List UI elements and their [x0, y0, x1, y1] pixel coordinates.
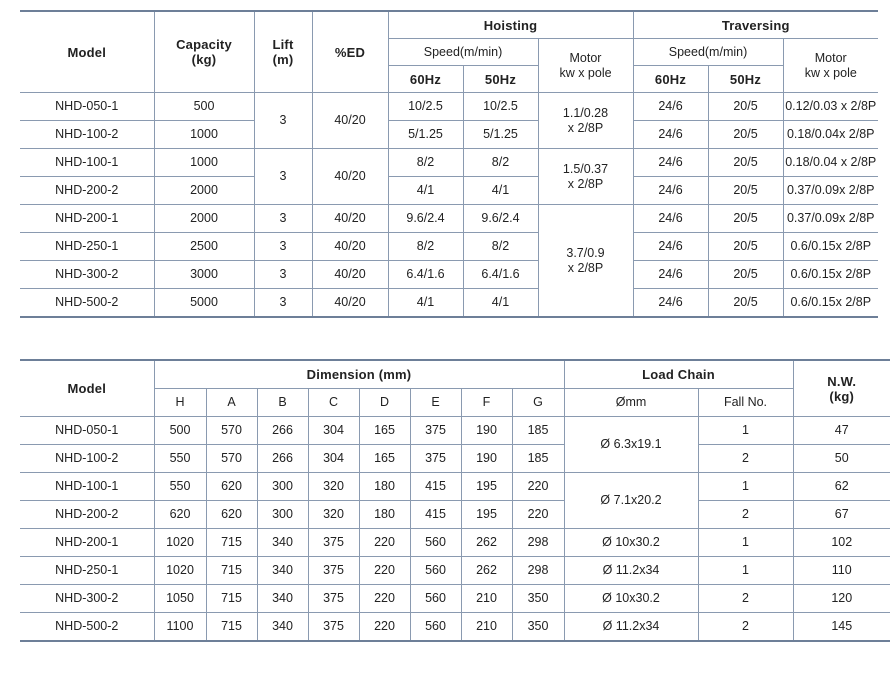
header-dim-h: H: [154, 389, 206, 417]
table-row: [20, 205, 878, 233]
cell-hoist-60hz: 6.4/1.6: [388, 261, 463, 289]
cell-model: NHD-500-2: [20, 289, 154, 318]
cell-hoist-60hz: 5/1.25: [388, 121, 463, 149]
cell-hoist-motor: 1.5/0.37 x 2/8P: [538, 149, 633, 205]
cell-dim-f: 210: [461, 613, 512, 642]
cell-hoist-60hz: 8/2: [388, 149, 463, 177]
cell-nw: 62: [793, 473, 890, 501]
cell-lift: 3: [254, 205, 312, 233]
cell-trav-60hz: 24/6: [633, 93, 708, 121]
cell-dim-a: 715: [206, 585, 257, 613]
cell-dim-b: 340: [257, 557, 308, 585]
cell-model: NHD-100-1: [20, 473, 154, 501]
cell-dim-g: 350: [512, 585, 564, 613]
cell-chain-diameter: Ø 11.2x34: [564, 613, 698, 642]
cell-ed: 40/20: [312, 233, 388, 261]
hoist-spec-table: [20, 10, 878, 318]
cell-dim-a: 570: [206, 445, 257, 473]
cell-dim-g: 350: [512, 613, 564, 642]
cell-dim-g: 185: [512, 445, 564, 473]
cell-hoist-50hz: 5/1.25: [463, 121, 538, 149]
cell-trav-50hz: 20/5: [708, 93, 783, 121]
cell-dim-f: 262: [461, 529, 512, 557]
header-dim-b: B: [257, 389, 308, 417]
table-row: [20, 417, 890, 445]
cell-nw: 120: [793, 585, 890, 613]
cell-hoist-50hz: 4/1: [463, 289, 538, 318]
table-row: [20, 261, 878, 289]
cell-lift: 3: [254, 233, 312, 261]
cell-dim-d: 220: [359, 529, 410, 557]
cell-chain-diameter: Ø 10x30.2: [564, 529, 698, 557]
cell-fall-no: 1: [698, 473, 793, 501]
table-row: [20, 233, 878, 261]
header-dim-e: E: [410, 389, 461, 417]
header-dim-f: F: [461, 389, 512, 417]
cell-dim-g: 220: [512, 501, 564, 529]
cell-hoist-60hz: 4/1: [388, 177, 463, 205]
cell-dim-c: 304: [308, 445, 359, 473]
table-row: [20, 445, 890, 473]
cell-trav-60hz: 24/6: [633, 121, 708, 149]
cell-trav-60hz: 24/6: [633, 261, 708, 289]
cell-lift: 3: [254, 261, 312, 289]
header-trav-motor: Motor kw x pole: [783, 39, 878, 93]
header-dimension: Dimension (mm): [154, 360, 564, 389]
cell-hoist-50hz: 4/1: [463, 177, 538, 205]
cell-chain-diameter: Ø 11.2x34: [564, 557, 698, 585]
cell-model: NHD-500-2: [20, 613, 154, 642]
cell-dim-d: 220: [359, 557, 410, 585]
header-diameter: Ømm: [564, 389, 698, 417]
cell-dim-e: 415: [410, 501, 461, 529]
table-row: [20, 289, 878, 318]
cell-dim-e: 560: [410, 557, 461, 585]
header-model: Model: [20, 360, 154, 417]
cell-dim-g: 220: [512, 473, 564, 501]
cell-hoist-motor: 3.7/0.9 x 2/8P: [538, 205, 633, 318]
cell-lift: 3: [254, 289, 312, 318]
cell-dim-g: 185: [512, 417, 564, 445]
cell-ed: 40/20: [312, 289, 388, 318]
cell-nw: 102: [793, 529, 890, 557]
cell-trav-50hz: 20/5: [708, 233, 783, 261]
header-ed: %ED: [312, 11, 388, 93]
header-trav-60hz: 60Hz: [633, 66, 708, 93]
cell-trav-50hz: 20/5: [708, 177, 783, 205]
cell-dim-e: 415: [410, 473, 461, 501]
cell-model: NHD-300-2: [20, 585, 154, 613]
cell-dim-f: 195: [461, 473, 512, 501]
cell-dim-b: 340: [257, 613, 308, 642]
header-hoisting: Hoisting: [388, 11, 633, 39]
cell-ed: 40/20: [312, 149, 388, 205]
header-hoist-50hz: 50Hz: [463, 66, 538, 93]
table-row: [20, 529, 890, 557]
cell-hoist-50hz: 8/2: [463, 149, 538, 177]
cell-trav-motor: 0.37/0.09x 2/8P: [783, 205, 878, 233]
cell-dim-a: 715: [206, 557, 257, 585]
cell-nw: 145: [793, 613, 890, 642]
cell-dim-h: 1020: [154, 557, 206, 585]
cell-lift: 3: [254, 149, 312, 205]
cell-ed: 40/20: [312, 261, 388, 289]
header-hoist-motor: Motor kw x pole: [538, 39, 633, 93]
cell-model: NHD-100-2: [20, 445, 154, 473]
cell-trav-50hz: 20/5: [708, 289, 783, 318]
table-row: [20, 473, 890, 501]
cell-chain-diameter: Ø 6.3x19.1: [564, 417, 698, 473]
header-trav-speed: Speed(m/min): [633, 39, 783, 66]
cell-model: NHD-050-1: [20, 417, 154, 445]
cell-hoist-60hz: 9.6/2.4: [388, 205, 463, 233]
cell-capacity: 2000: [154, 205, 254, 233]
cell-dim-c: 375: [308, 557, 359, 585]
table-row: [20, 501, 890, 529]
cell-dim-b: 300: [257, 501, 308, 529]
cell-dim-d: 180: [359, 501, 410, 529]
cell-trav-60hz: 24/6: [633, 177, 708, 205]
cell-dim-a: 570: [206, 417, 257, 445]
table-row: [20, 557, 890, 585]
cell-model: NHD-050-1: [20, 93, 154, 121]
cell-dim-d: 180: [359, 473, 410, 501]
cell-dim-c: 304: [308, 417, 359, 445]
cell-dim-a: 715: [206, 529, 257, 557]
cell-dim-a: 620: [206, 473, 257, 501]
cell-trav-50hz: 20/5: [708, 149, 783, 177]
cell-dim-b: 340: [257, 529, 308, 557]
cell-dim-b: 340: [257, 585, 308, 613]
cell-trav-60hz: 24/6: [633, 205, 708, 233]
cell-fall-no: 2: [698, 613, 793, 642]
header-nw: N.W. (kg): [793, 360, 890, 417]
cell-capacity: 2000: [154, 177, 254, 205]
cell-dim-f: 195: [461, 501, 512, 529]
cell-dim-h: 1050: [154, 585, 206, 613]
cell-trav-motor: 0.18/0.04x 2/8P: [783, 121, 878, 149]
cell-dim-h: 550: [154, 473, 206, 501]
header-trav-50hz: 50Hz: [708, 66, 783, 93]
cell-dim-f: 210: [461, 585, 512, 613]
cell-dim-f: 262: [461, 557, 512, 585]
header-fall-no: Fall No.: [698, 389, 793, 417]
cell-dim-h: 1020: [154, 529, 206, 557]
cell-nw: 50: [793, 445, 890, 473]
cell-dim-b: 300: [257, 473, 308, 501]
cell-dim-e: 560: [410, 529, 461, 557]
cell-fall-no: 2: [698, 445, 793, 473]
cell-dim-a: 715: [206, 613, 257, 642]
table-row: [20, 93, 878, 121]
table-row: [20, 613, 890, 642]
cell-model: NHD-200-1: [20, 529, 154, 557]
cell-model: NHD-250-1: [20, 557, 154, 585]
cell-trav-motor: 0.37/0.09x 2/8P: [783, 177, 878, 205]
cell-dim-f: 190: [461, 445, 512, 473]
cell-dim-e: 375: [410, 417, 461, 445]
header-dim-a: A: [206, 389, 257, 417]
cell-trav-motor: 0.6/0.15x 2/8P: [783, 261, 878, 289]
header-model: Model: [20, 11, 154, 93]
cell-nw: 47: [793, 417, 890, 445]
cell-model: NHD-100-1: [20, 149, 154, 177]
cell-dim-h: 1100: [154, 613, 206, 642]
cell-dim-h: 550: [154, 445, 206, 473]
cell-model: NHD-200-2: [20, 177, 154, 205]
cell-nw: 110: [793, 557, 890, 585]
cell-dim-g: 298: [512, 557, 564, 585]
cell-hoist-60hz: 8/2: [388, 233, 463, 261]
header-hoist-speed: Speed(m/min): [388, 39, 538, 66]
cell-dim-d: 165: [359, 417, 410, 445]
cell-dim-h: 620: [154, 501, 206, 529]
cell-hoist-60hz: 10/2.5: [388, 93, 463, 121]
cell-dim-e: 560: [410, 585, 461, 613]
header-dim-d: D: [359, 389, 410, 417]
cell-model: NHD-250-1: [20, 233, 154, 261]
cell-dim-g: 298: [512, 529, 564, 557]
header-dim-g: G: [512, 389, 564, 417]
cell-trav-60hz: 24/6: [633, 289, 708, 318]
cell-trav-motor: 0.6/0.15x 2/8P: [783, 233, 878, 261]
cell-model: NHD-200-2: [20, 501, 154, 529]
cell-capacity: 3000: [154, 261, 254, 289]
cell-dim-c: 375: [308, 529, 359, 557]
cell-dim-e: 375: [410, 445, 461, 473]
header-load-chain: Load Chain: [564, 360, 793, 389]
cell-capacity: 1000: [154, 149, 254, 177]
cell-lift: 3: [254, 93, 312, 149]
cell-capacity: 1000: [154, 121, 254, 149]
cell-dim-a: 620: [206, 501, 257, 529]
table-row: [20, 177, 878, 205]
cell-fall-no: 1: [698, 557, 793, 585]
cell-model: NHD-300-2: [20, 261, 154, 289]
cell-dim-d: 220: [359, 613, 410, 642]
cell-trav-motor: 0.18/0.04 x 2/8P: [783, 149, 878, 177]
cell-trav-50hz: 20/5: [708, 205, 783, 233]
cell-dim-d: 220: [359, 585, 410, 613]
cell-capacity: 500: [154, 93, 254, 121]
cell-hoist-50hz: 9.6/2.4: [463, 205, 538, 233]
cell-model: NHD-200-1: [20, 205, 154, 233]
cell-trav-motor: 0.12/0.03 x 2/8P: [783, 93, 878, 121]
header-hoist-60hz: 60Hz: [388, 66, 463, 93]
cell-dim-h: 500: [154, 417, 206, 445]
table-row: [20, 121, 878, 149]
cell-ed: 40/20: [312, 93, 388, 149]
cell-trav-50hz: 20/5: [708, 261, 783, 289]
cell-trav-60hz: 24/6: [633, 149, 708, 177]
dimension-table: [20, 359, 890, 642]
cell-dim-c: 375: [308, 613, 359, 642]
cell-model: NHD-100-2: [20, 121, 154, 149]
cell-hoist-motor: 1.1/0.28 x 2/8P: [538, 93, 633, 149]
cell-fall-no: 1: [698, 529, 793, 557]
cell-trav-60hz: 24/6: [633, 233, 708, 261]
header-lift: Lift (m): [254, 11, 312, 93]
cell-fall-no: 2: [698, 501, 793, 529]
cell-dim-c: 320: [308, 501, 359, 529]
cell-trav-motor: 0.6/0.15x 2/8P: [783, 289, 878, 318]
cell-capacity: 2500: [154, 233, 254, 261]
cell-chain-diameter: Ø 7.1x20.2: [564, 473, 698, 529]
header-capacity: Capacity (kg): [154, 11, 254, 93]
table-row: [20, 585, 890, 613]
cell-nw: 67: [793, 501, 890, 529]
header-traversing: Traversing: [633, 11, 878, 39]
cell-hoist-50hz: 6.4/1.6: [463, 261, 538, 289]
cell-chain-diameter: Ø 10x30.2: [564, 585, 698, 613]
header-dim-c: C: [308, 389, 359, 417]
cell-dim-d: 165: [359, 445, 410, 473]
cell-dim-c: 320: [308, 473, 359, 501]
cell-fall-no: 1: [698, 417, 793, 445]
cell-dim-c: 375: [308, 585, 359, 613]
cell-dim-b: 266: [257, 445, 308, 473]
cell-dim-f: 190: [461, 417, 512, 445]
cell-hoist-50hz: 8/2: [463, 233, 538, 261]
table-row: [20, 149, 878, 177]
cell-ed: 40/20: [312, 205, 388, 233]
cell-fall-no: 2: [698, 585, 793, 613]
cell-trav-50hz: 20/5: [708, 121, 783, 149]
cell-hoist-50hz: 10/2.5: [463, 93, 538, 121]
cell-dim-b: 266: [257, 417, 308, 445]
cell-capacity: 5000: [154, 289, 254, 318]
cell-hoist-60hz: 4/1: [388, 289, 463, 318]
cell-dim-e: 560: [410, 613, 461, 642]
